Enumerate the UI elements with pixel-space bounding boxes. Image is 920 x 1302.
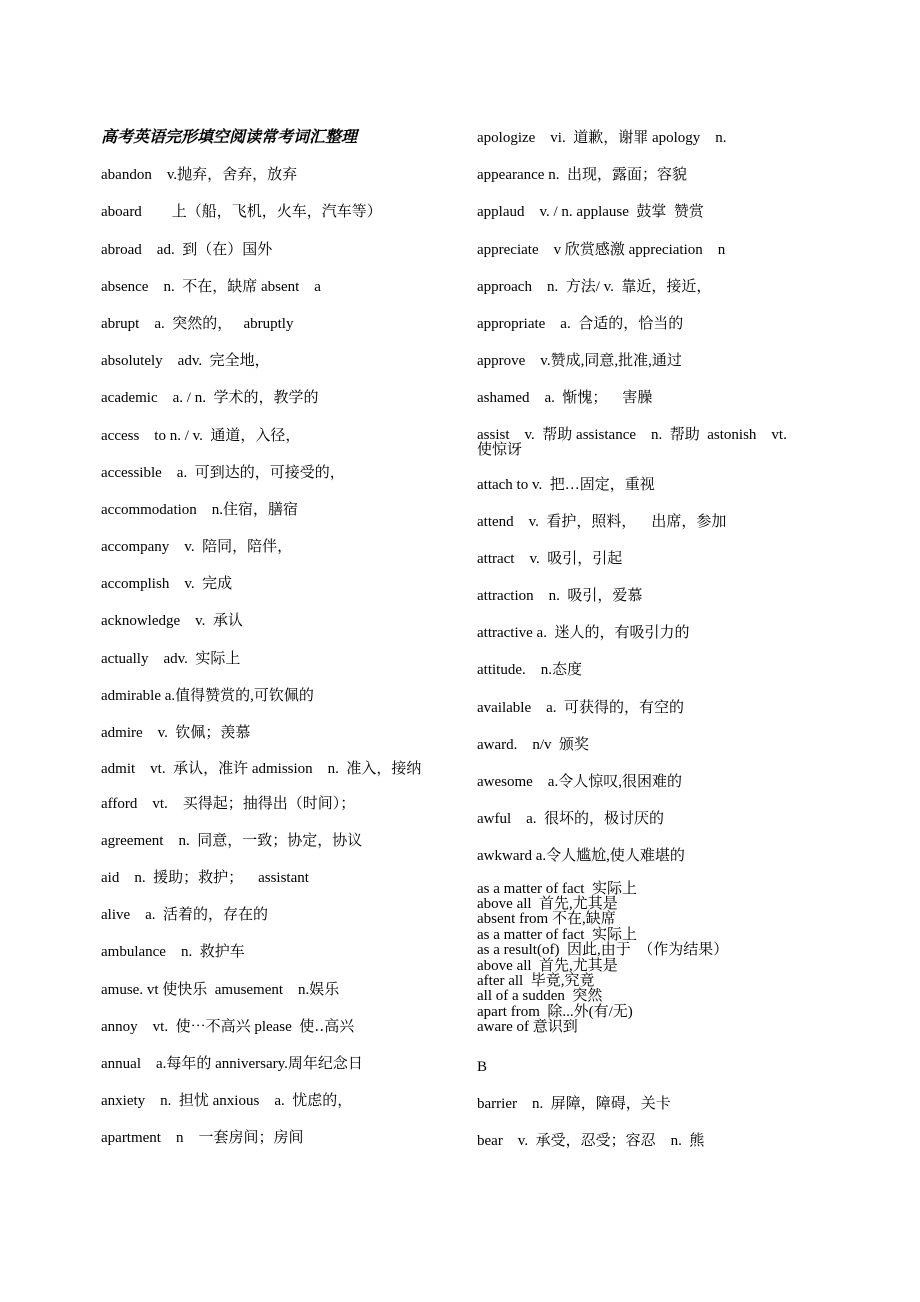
right-vocabulary-list-b xyxy=(477,1090,797,1155)
vocabulary-entry: apartment n 一套房间；房间 xyxy=(101,1130,304,1147)
phrase-item: absent from 不在,缺席 xyxy=(477,911,616,928)
vocabulary-entry: absence n. 不在，缺席 absent a xyxy=(101,278,321,295)
document-title: 高考英语完形填空阅读常考词汇整理 xyxy=(101,129,358,146)
vocabulary-entry: attach to v. 把…固定，重视 xyxy=(477,476,655,493)
vocabulary-entry: acknowledge v. 承认 xyxy=(101,613,243,630)
left-column xyxy=(101,124,446,1162)
vocabulary-entry: appearance n. 出现，露面；容貌 xyxy=(477,167,687,184)
vocabulary-entry: admirable a.值得赞赏的,可钦佩的 xyxy=(101,687,314,704)
vocabulary-entry: attend v. 看护，照料， 出席，参加 xyxy=(477,513,727,530)
phrase-item: all of a sudden 突然 xyxy=(477,988,603,1005)
vocabulary-entry: accommodation n.住宿，膳宿 xyxy=(101,501,299,518)
vocabulary-entry: aboard 上（船，飞机，火车，汽车等） xyxy=(101,204,382,221)
right-vocabulary-list xyxy=(477,124,797,870)
phrase-list xyxy=(477,880,797,1036)
vocabulary-entry: bear v. 承受，忍受；容忍 n. 熊 xyxy=(477,1133,705,1149)
left-vocabulary-list xyxy=(101,161,446,1152)
vocabulary-entry: alive a. 活着的，存在的 xyxy=(101,907,269,924)
vocabulary-entry: ambulance n. 救护车 xyxy=(101,944,245,961)
vocabulary-entry: attractive a. 迷人的，有吸引力的 xyxy=(477,625,690,642)
vocabulary-entry: awful a. 很坏的，极讨厌的 xyxy=(477,811,665,828)
phrase-item: as a matter of fact 实际上 xyxy=(477,880,637,897)
vocabulary-entry: abrupt a. 突然的， abruptly xyxy=(101,315,294,332)
vocabulary-entry: approve v.赞成,同意,批准,通过 xyxy=(477,353,682,370)
phrase-item: as a result(of) 因此,由于 （作为结果） xyxy=(477,942,729,959)
vocabulary-entry: barrier n. 屏障，障碍，关卡 xyxy=(477,1095,671,1112)
section-heading: B xyxy=(477,1058,488,1075)
vocabulary-entry: annoy vt. 使⋯不高兴 please 使‥高兴 xyxy=(101,1018,355,1035)
vocabulary-entry: absolutely adv. 完全地， xyxy=(101,353,270,370)
phrase-item: above all 首先,尤其是 xyxy=(477,895,618,912)
vocabulary-entry: award. n/v 颁奖 xyxy=(477,736,590,753)
vocabulary-entry: available a. 可获得的，有空的 xyxy=(477,699,685,716)
vocabulary-entry: attraction n. 吸引，爱慕 xyxy=(477,588,643,605)
phrase-item: after all 毕竟,究竟 xyxy=(477,973,595,989)
right-column xyxy=(477,124,797,1164)
vocabulary-entry: admire v. 钦佩；羡慕 xyxy=(101,725,251,741)
vocabulary-entry: attitude. n.态度 xyxy=(477,662,582,679)
vocabulary-entry: anxiety n. 担忧 anxious a. 忧虑的， xyxy=(101,1093,353,1110)
vocabulary-entry: actually adv. 实际上 xyxy=(101,650,241,667)
vocabulary-entry: approach n. 方法/ v. 靠近，接近， xyxy=(477,278,712,295)
vocabulary-entry: afford vt. 买得起；抽得出（时间）； xyxy=(101,795,356,812)
vocabulary-entry: apologize vi. 道歉，谢罪 apology n. xyxy=(477,130,727,146)
vocabulary-entry: accompany v. 陪同，陪伴， xyxy=(101,539,293,556)
vocabulary-entry: access to n. / v. 通道，入径， xyxy=(101,427,301,444)
vocabulary-entry: academic a. / n. 学术的，教学的 xyxy=(101,390,319,407)
phrase-item: above all 首先,尤其是 xyxy=(477,957,618,974)
phrase-item: as a matter of fact 实际上 xyxy=(477,926,637,943)
vocabulary-entry: aid n. 援助；救护； assistant xyxy=(101,870,309,887)
phrase-item: apart from 除...外(有/无) xyxy=(477,1003,633,1020)
vocabulary-entry: appreciate v 欣赏感激 appreciation n xyxy=(477,241,726,258)
vocabulary-entry: agreement n. 同意，一致；协定，协议 xyxy=(101,832,363,849)
vocabulary-entry: abroad ad. 到（在）国外 xyxy=(101,241,273,258)
vocabulary-entry: awkward a.令人尴尬,使人难堪的 xyxy=(477,848,685,865)
vocabulary-entry: applaud v. / n. applause 鼓掌 赞赏 xyxy=(477,204,704,221)
vocabulary-entry: amuse. vt 使快乐 amusement n.娱乐 xyxy=(101,981,340,998)
vocabulary-entry: appropriate a. 合适的，恰当的 xyxy=(477,315,684,332)
vocabulary-entry: accessible a. 可到达的，可接受的， xyxy=(101,464,345,481)
vocabulary-entry: admit vt. 承认，准许 admission n. 准入，接纳 xyxy=(101,761,422,778)
vocabulary-entry: awesome a.令人惊叹,很困难的 xyxy=(477,774,682,790)
phrase-item: aware of 意识到 xyxy=(477,1019,578,1036)
vocabulary-entry: abandon v.抛弃，舍弃，放弃 xyxy=(101,167,298,184)
vocabulary-entry: attract v. 吸引，引起 xyxy=(477,550,623,567)
vocabulary-entry: ashamed a. 惭愧； 害臊 xyxy=(477,390,653,407)
vocabulary-entry: assist v. 帮助 assistance n. 帮助 astonish vt. 使惊讶 xyxy=(477,426,795,458)
vocabulary-entry: annual a.每年的 anniversary.周年纪念日 xyxy=(101,1056,363,1072)
vocabulary-entry: accomplish v. 完成 xyxy=(101,576,233,593)
